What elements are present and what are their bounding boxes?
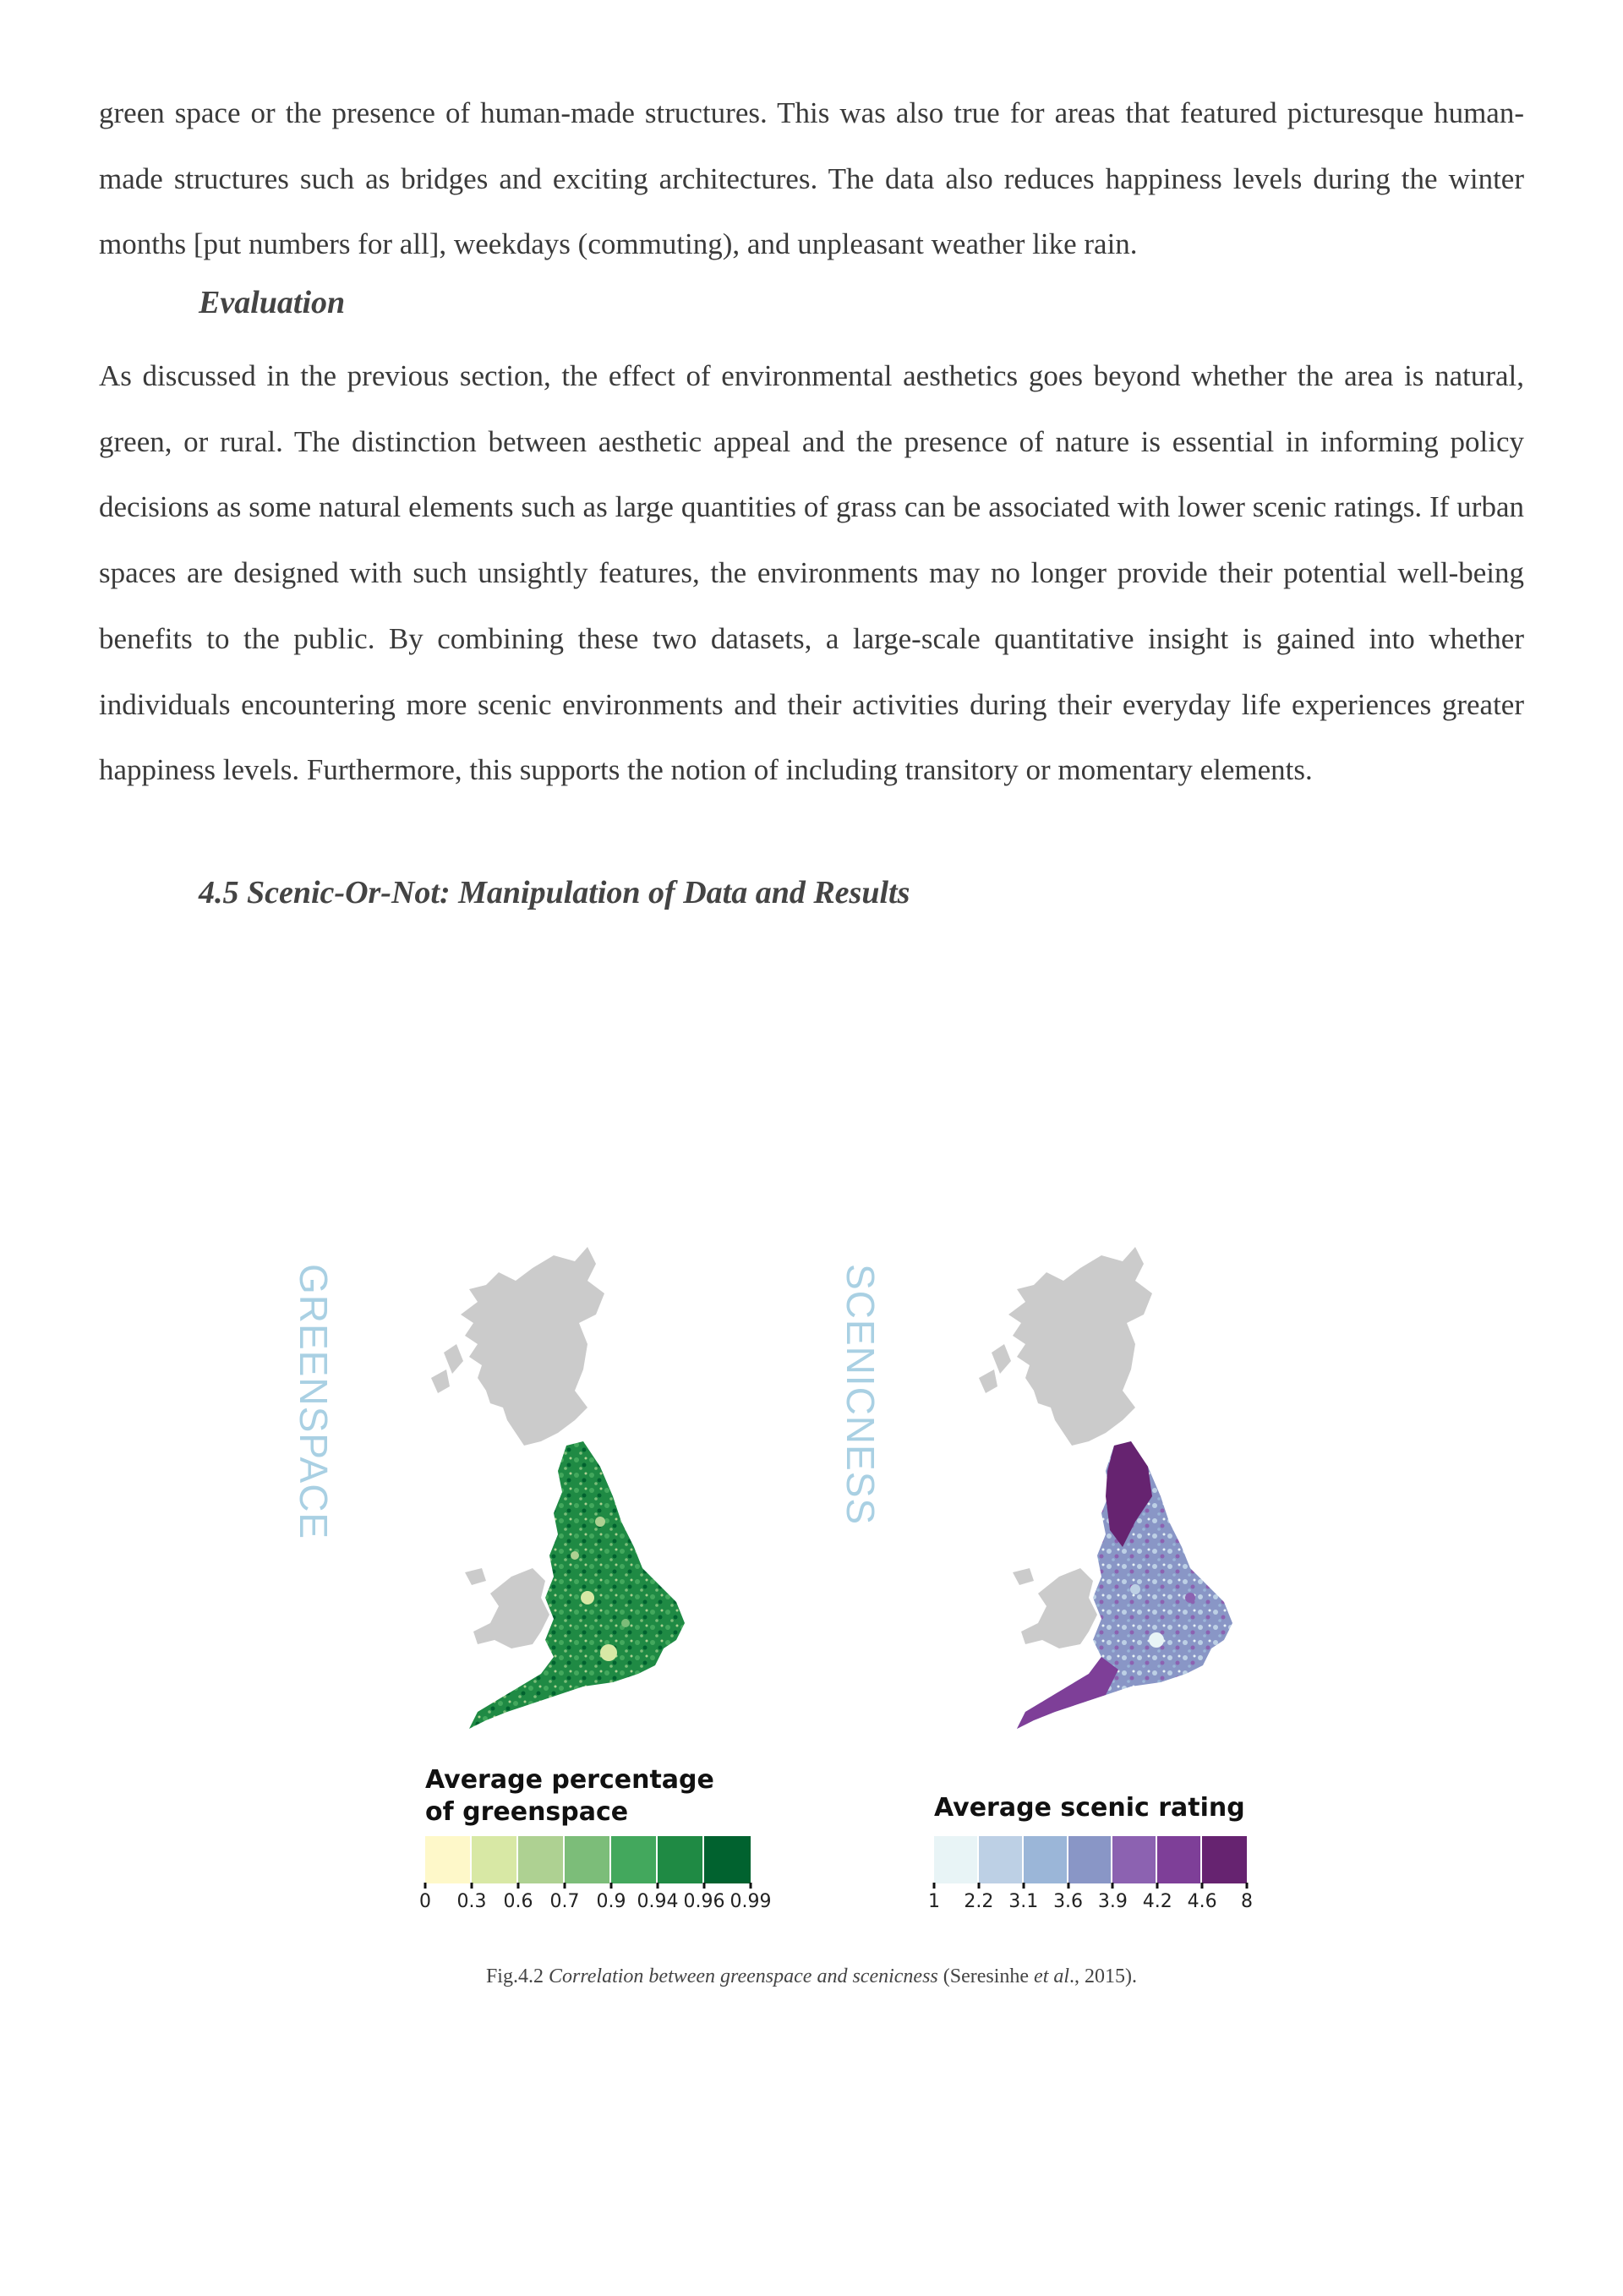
- greenspace-legend-tick-label: 0.99: [730, 1891, 772, 1912]
- intro-paragraph: green space or the presence of human-made structures. This was also true for areas that featured picturesque human-made structures such as bridges and exciting architectures. The data also reduces happiness levels during the winter months [put numbers for all], weekdays (commuting), and unpleasant weather like rain.: [99, 96, 1524, 261]
- caption-cite-etal: et al: [1034, 1965, 1070, 1987]
- greenspace-legend-swatch: [425, 1836, 472, 1883]
- caption-prefix: Fig.4.2: [485, 1965, 544, 1987]
- greenspace-legend-tick-mark: [703, 1883, 706, 1889]
- greenspace-legend-tick-mark: [471, 1883, 473, 1889]
- scenicness-legend-swatch: [1024, 1836, 1068, 1883]
- caption-cite-close: ., 2015).: [1069, 1965, 1138, 1987]
- scenicness-legend-tick-mark: [933, 1883, 936, 1889]
- greenspace-legend-tick-label: 0: [419, 1891, 431, 1912]
- greenspace-side-label: GREENSPACE: [292, 1264, 336, 1540]
- greenspace-legend-bar: [425, 1836, 751, 1883]
- scenicness-legend-bar: [934, 1836, 1247, 1883]
- greenspace-legend-tick-label: 0.6: [503, 1891, 533, 1912]
- scenicness-legend-swatch: [1112, 1836, 1157, 1883]
- evaluation-paragraph: As discussed in the previous section, the effect of environmental aesthetics goes beyond whether the area is natural, green, or rural. The distinction between aesthetic appeal and the presence of nature is essential in informing policy decisions as some natural elements such as large quantities of grass can be associated with lower scenic ratings. If urban spaces are designed with such unsightly features, the environments may no longer provide their potential well-being benefits to the public. By combining these two datasets, a large-scale quantitative insight is gained into whether individuals encountering more scenic environments and their activities during their everyday life experiences greater happiness levels. Furthermore, this supports the notion of including transitory or momentary elements.: [99, 359, 1524, 787]
- scenicness-legend-title: Average scenic rating: [934, 1793, 1245, 1823]
- scenicness-legend-tick-mark: [1022, 1883, 1025, 1889]
- scenicness-legend-swatch: [979, 1836, 1024, 1883]
- scenicness-legend-tick-label: 4.2: [1142, 1891, 1172, 1912]
- greenspace-legend-swatch: [658, 1836, 704, 1883]
- greenspace-legend-tick-mark: [424, 1883, 427, 1889]
- greenspace-legend-swatch: [518, 1836, 565, 1883]
- greenspace-legend-swatch: [565, 1836, 611, 1883]
- greenspace-legend-swatch: [472, 1836, 518, 1883]
- greenspace-legend-tick-label: 0.94: [637, 1891, 679, 1912]
- scenicness-scotland-shape: [1008, 1247, 1152, 1446]
- scenicness-legend-tick-mark: [1112, 1883, 1114, 1889]
- scenicness-legend-tick-label: 2.2: [964, 1891, 994, 1912]
- scenicness-legend-tick-mark: [1067, 1883, 1069, 1889]
- scenicness-legend-tick-label: 3.6: [1053, 1891, 1084, 1912]
- greenspace-legend-title-line2: of greenspace: [425, 1797, 629, 1827]
- caption-cite-open: (Seresinhe: [943, 1965, 1030, 1987]
- greenspace-legend-swatch: [704, 1836, 751, 1883]
- greenspace-legend-tick-mark: [564, 1883, 566, 1889]
- scenicness-legend-swatch: [1202, 1836, 1247, 1883]
- scenicness-legend-tick-mark: [1156, 1883, 1159, 1889]
- scenicness-legend-tick-label: 8: [1241, 1891, 1253, 1912]
- figure-caption: [0, 1965, 1623, 1988]
- scenicness-legend-swatch: [934, 1836, 979, 1883]
- greenspace-legend-ticks: [419, 1891, 772, 1925]
- greenspace-legend-tick-mark: [750, 1883, 752, 1889]
- scenicness-side-label: SCENICNESS: [839, 1264, 883, 1526]
- scenicness-legend-tick-label: 3.9: [1097, 1891, 1128, 1912]
- greenspace-legend-tick-label: 0.3: [456, 1891, 487, 1912]
- evaluation-heading: Evaluation: [199, 285, 346, 320]
- greenspace-legend-tick-mark: [657, 1883, 659, 1889]
- greenspace-map: [406, 1243, 744, 1767]
- scenicness-legend-swatch: [1068, 1836, 1113, 1883]
- greenspace-legend-swatch: [611, 1836, 658, 1883]
- greenspace-legend-title: [425, 1764, 714, 1829]
- scenicness-legend-tick-mark: [977, 1883, 980, 1889]
- greenspace-legend-tick-label: 0.96: [683, 1891, 725, 1912]
- scenicness-legend-tick-mark: [1201, 1883, 1204, 1889]
- greenspace-scotland-shape: [461, 1247, 604, 1446]
- greenspace-legend-title-line1: Average percentage: [425, 1765, 714, 1795]
- greenspace-legend-tick-label: 0.7: [549, 1891, 580, 1912]
- scenicness-legend-tick-label: 1: [928, 1891, 940, 1912]
- greenspace-legend-tick-mark: [517, 1883, 520, 1889]
- scenicness-map: [954, 1243, 1292, 1767]
- scenicness-legend-tick-label: 3.1: [1008, 1891, 1039, 1912]
- section-heading: 4.5 Scenic-Or-Not: Manipulation of Data and Results: [199, 875, 910, 910]
- greenspace-legend-tick-mark: [610, 1883, 613, 1889]
- scenicness-legend-tick-label: 4.6: [1187, 1891, 1217, 1912]
- scenicness-legend-ticks: [928, 1891, 1253, 1925]
- scenicness-legend-swatch: [1157, 1836, 1202, 1883]
- greenspace-legend-tick-label: 0.9: [596, 1891, 626, 1912]
- caption-title: Correlation between greenspace and scenicness: [548, 1965, 938, 1987]
- scenicness-legend-tick-mark: [1246, 1883, 1249, 1889]
